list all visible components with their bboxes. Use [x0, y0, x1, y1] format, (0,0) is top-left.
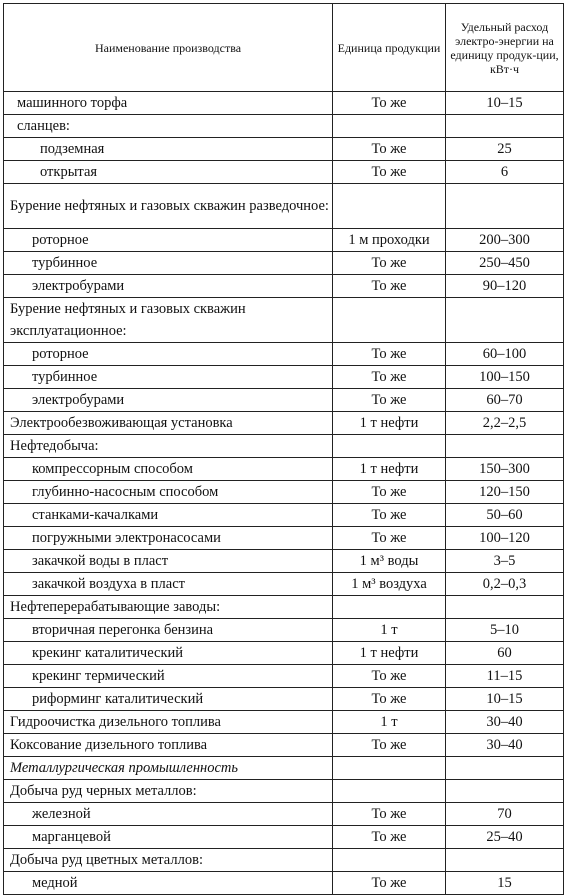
unit-cell: То же: [333, 275, 446, 298]
production-name-cell: электробурами: [4, 275, 333, 298]
table-row: [4, 734, 564, 757]
production-name-cell: вторичная перегонка бензина: [4, 619, 333, 642]
table-row: [4, 688, 564, 711]
table-row: [4, 366, 564, 389]
unit-cell: 1 т: [333, 711, 446, 734]
table-row: [4, 872, 564, 895]
unit-cell: То же: [333, 389, 446, 412]
consumption-value-cell: 60–100: [446, 343, 564, 366]
table-row: [4, 252, 564, 275]
unit-cell: То же: [333, 252, 446, 275]
table-row: [4, 275, 564, 298]
table-row: [4, 849, 564, 872]
unit-cell: 1 т нефти: [333, 642, 446, 665]
production-name-cell: Металлургическая промышленность: [4, 757, 333, 780]
production-name-cell: турбинное: [4, 252, 333, 275]
unit-cell: То же: [333, 665, 446, 688]
unit-cell: То же: [333, 803, 446, 826]
unit-cell: [333, 757, 446, 780]
table-row: [4, 573, 564, 596]
consumption-value-cell: 15: [446, 872, 564, 895]
consumption-value-cell: 100–120: [446, 527, 564, 550]
production-name-cell: крекинг каталитический: [4, 642, 333, 665]
consumption-value-cell: 25: [446, 138, 564, 161]
table-row: [4, 138, 564, 161]
production-name-cell: Гидроочистка дизельного топлива: [4, 711, 333, 734]
consumption-value-cell: 6: [446, 161, 564, 184]
header-unit: Единица продукции: [333, 4, 446, 92]
consumption-value-cell: 30–40: [446, 711, 564, 734]
unit-cell: [333, 780, 446, 803]
unit-cell: 1 т: [333, 619, 446, 642]
unit-cell: [333, 849, 446, 872]
production-name-cell: Коксование дизельного топлива: [4, 734, 333, 757]
production-name-cell: Электрообезвоживающая установка: [4, 412, 333, 435]
consumption-value-cell: [446, 849, 564, 872]
unit-cell: То же: [333, 688, 446, 711]
consumption-value-cell: 60: [446, 642, 564, 665]
consumption-value-cell: 100–150: [446, 366, 564, 389]
production-name-cell: роторное: [4, 229, 333, 252]
unit-cell: То же: [333, 366, 446, 389]
table-row: [4, 504, 564, 527]
consumption-value-cell: [446, 184, 564, 229]
unit-cell: То же: [333, 343, 446, 366]
table-row: [4, 826, 564, 849]
consumption-value-cell: [446, 757, 564, 780]
consumption-value-cell: 5–10: [446, 619, 564, 642]
consumption-value-cell: 10–15: [446, 92, 564, 115]
table-header-row: [4, 4, 564, 92]
consumption-value-cell: 250–450: [446, 252, 564, 275]
consumption-value-cell: 120–150: [446, 481, 564, 504]
production-name-cell: железной: [4, 803, 333, 826]
production-name-cell: Добыча руд черных металлов:: [4, 780, 333, 803]
unit-cell: То же: [333, 872, 446, 895]
table-row: [4, 435, 564, 458]
production-name-cell: подземная: [4, 138, 333, 161]
production-name-cell: машинного торфа: [4, 92, 333, 115]
production-name-cell: компрессорным способом: [4, 458, 333, 481]
table-row: [4, 596, 564, 619]
table-row: [4, 642, 564, 665]
table-row: [4, 711, 564, 734]
consumption-value-cell: 3–5: [446, 550, 564, 573]
production-name-cell: Бурение нефтяных и газовых скважин разведочное:: [4, 184, 333, 229]
consumption-value-cell: 60–70: [446, 389, 564, 412]
production-name-cell: медной: [4, 872, 333, 895]
consumption-value-cell: 2,2–2,5: [446, 412, 564, 435]
table-body: [4, 92, 564, 895]
unit-cell: 1 т нефти: [333, 458, 446, 481]
unit-cell: То же: [333, 826, 446, 849]
table-row: [4, 757, 564, 780]
table-row: [4, 161, 564, 184]
table-row: [4, 619, 564, 642]
production-name-cell: марганцевой: [4, 826, 333, 849]
consumption-value-cell: [446, 435, 564, 458]
table-row: [4, 343, 564, 366]
unit-cell: [333, 596, 446, 619]
production-name-cell: электробурами: [4, 389, 333, 412]
unit-cell: 1 т нефти: [333, 412, 446, 435]
consumption-value-cell: 0,2–0,3: [446, 573, 564, 596]
consumption-value-cell: 10–15: [446, 688, 564, 711]
production-name-cell: Нефтедобыча:: [4, 435, 333, 458]
consumption-value-cell: 150–300: [446, 458, 564, 481]
consumption-table: [3, 3, 564, 895]
production-name-cell: турбинное: [4, 366, 333, 389]
production-name-cell: сланцев:: [4, 115, 333, 138]
unit-cell: 1 м³ воздуха: [333, 573, 446, 596]
unit-cell: То же: [333, 734, 446, 757]
production-name-cell: Нефтеперерабатывающие заводы:: [4, 596, 333, 619]
table-row: [4, 481, 564, 504]
consumption-value-cell: 90–120: [446, 275, 564, 298]
consumption-value-cell: 30–40: [446, 734, 564, 757]
production-name-cell: Бурение нефтяных и газовых скважин эксплуатационное:: [4, 298, 333, 343]
header-production-name: Наименование производства: [4, 4, 333, 92]
unit-cell: То же: [333, 504, 446, 527]
production-name-cell: станками-качалками: [4, 504, 333, 527]
production-name-cell: крекинг термический: [4, 665, 333, 688]
table-row: [4, 780, 564, 803]
table-row: [4, 92, 564, 115]
table-row: [4, 665, 564, 688]
table-row: [4, 527, 564, 550]
consumption-value-cell: 50–60: [446, 504, 564, 527]
production-name-cell: Добыча руд цветных металлов:: [4, 849, 333, 872]
consumption-value-cell: [446, 298, 564, 343]
production-name-cell: глубинно-насосным способом: [4, 481, 333, 504]
table-row: [4, 115, 564, 138]
production-name-cell: закачкой воды в пласт: [4, 550, 333, 573]
header-specific-consumption: Удельный расход электро-энергии на единицу продук-ции, кВт·ч: [446, 4, 564, 92]
production-name-cell: закачкой воздуха в пласт: [4, 573, 333, 596]
consumption-value-cell: 11–15: [446, 665, 564, 688]
consumption-value-cell: 25–40: [446, 826, 564, 849]
unit-cell: 1 м³ воды: [333, 550, 446, 573]
unit-cell: То же: [333, 481, 446, 504]
table-row: [4, 389, 564, 412]
production-name-cell: открытая: [4, 161, 333, 184]
table-row: [4, 184, 564, 229]
table-row: [4, 412, 564, 435]
consumption-value-cell: 70: [446, 803, 564, 826]
table-row: [4, 550, 564, 573]
consumption-value-cell: [446, 115, 564, 138]
unit-cell: 1 м проходки: [333, 229, 446, 252]
production-name-cell: погружными электронасосами: [4, 527, 333, 550]
unit-cell: [333, 184, 446, 229]
consumption-value-cell: [446, 780, 564, 803]
unit-cell: [333, 435, 446, 458]
unit-cell: [333, 115, 446, 138]
unit-cell: То же: [333, 527, 446, 550]
table-row: [4, 298, 564, 343]
production-name-cell: риформинг каталитический: [4, 688, 333, 711]
table-row: [4, 803, 564, 826]
unit-cell: То же: [333, 92, 446, 115]
unit-cell: [333, 298, 446, 343]
unit-cell: То же: [333, 138, 446, 161]
table-row: [4, 229, 564, 252]
consumption-value-cell: [446, 596, 564, 619]
consumption-value-cell: 200–300: [446, 229, 564, 252]
table-row: [4, 458, 564, 481]
unit-cell: То же: [333, 161, 446, 184]
production-name-cell: роторное: [4, 343, 333, 366]
